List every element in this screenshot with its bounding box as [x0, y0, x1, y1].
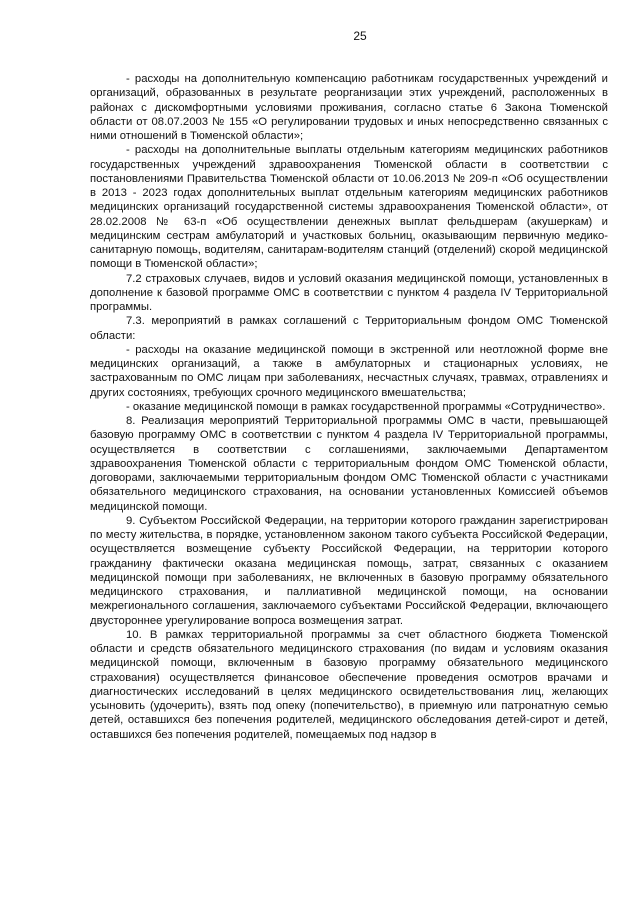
paragraph-10: 10. В рамках территориальной программы за счет областного бюджета Тюменской области и средств обязательного медицинского страхования (по видам и условиям оказания медицинской помощи, включенным в базовую программу обязательного медицинского страхования) осуществляется финансовое обеспечение проведения осмотров врачами и диагностических исследований в целях медицинского освидетельствования лиц, желающих усыновить (удочерить), взять под опеку (попечительство), в приемную или патронатную семью детей, оставшихся без попечения родителей, медицинского обследования детей-сирот и детей, оставшихся без попечения родителей, помещаемых под надзор в [90, 628, 608, 741]
paragraph-8: 8. Реализация мероприятий Территориальной программы ОМС в части, превышающей базовую программу ОМС в соответствии с пунктом 4 раздела IV Территориальной программы, осуществляется в соответствии с соглашениями, заключаемыми Департаментом здравоохранения Тюменской области с территориальным фондом ОМС Тюменской области, договорами, заключаемыми территориальным фондом ОМС Тюменской области с участниками обязательного медицинского страхования, на основании установленных Комиссией объемов медицинской помощи. [90, 415, 608, 513]
document-body [90, 72, 608, 742]
paragraph-emergency-care-expenses: - расходы на оказание медицинской помощи в экстренной или неотложной форме вне медицинских организаций, а также в амбулаторных и стационарных условиях, не застрахованным по ОМС лицам при заболеваниях, несчастных случаях, травмах, отравлениях и других состояниях, требующих срочного медицинского вмешательства; [90, 343, 608, 399]
paragraph-9: 9. Субъектом Российской Федерации, на территории которого гражданин зарегистрирован по месту жительства, в порядке, установленном законом такого субъекта Российской Федерации, осуществляется возмещение субъекту Российской Федерации, на территории которого гражданину фактически оказана медицинская помощь, затрат, связанных с оказанием медицинской помощи при заболеваниях, не включенных в базовую программу обязательного медицинского страхования, и паллиативной медицинской помощи, на основании межрегионального соглашения, заключаемого субъектами Российской Федерации, включающего двустороннее урегулирование вопроса возмещения затрат. [90, 514, 608, 627]
paragraph-expense-additional-payments: - расходы на дополнительные выплаты отдельным категориям медицинских работников государственных учреждений здравоохранения Тюменской области в соответствии с постановлениями Правительства Тюменской области от 10.06.2013 № 209-п «Об осуществлении в 2013 - 2023 годах дополнительных выплат отдельным категориям медицинских работников медицинских организаций государственной системы здравоохранения Тюменской области», от 28.02.2008 № 63-п «Об осуществлении денежных выплат фельдшерам (акушеркам) и медицинским сестрам амбулаторий и участковых больниц, оказывающим первичную медико-санитарную помощь, водителям, санитарам-водителям станций (отделений) скорой медицинской помощи в Тюменской области»; [90, 144, 608, 271]
paragraph-expense-compensation: - расходы на дополнительную компенсацию работникам государственных учреждений и организаций, образованных в результате реорганизации этих учреждений, расположенных в районах с дискомфортными условиями проживания, согласно статье 6 Закона Тюменской области от 08.07.2003 № 155 «О регулировании трудовых и иных непосредственно связанных с ними отношений в Тюменской области»; [90, 73, 608, 142]
paragraph-7-3: 7.3. мероприятий в рамках соглашений с Территориальным фондом ОМС Тюменской области: [90, 315, 608, 342]
paragraph-7-2: 7.2 страховых случаев, видов и условий оказания медицинской помощи, установленных в дополнение к базовой программе ОМС в соответствии с пунктом 4 раздела IV Территориальной программы. [90, 272, 608, 313]
page-number: 25 [353, 29, 367, 43]
paragraph-cooperation-program: - оказание медицинской помощи в рамках государственной программы «Сотрудничество». [126, 400, 606, 413]
